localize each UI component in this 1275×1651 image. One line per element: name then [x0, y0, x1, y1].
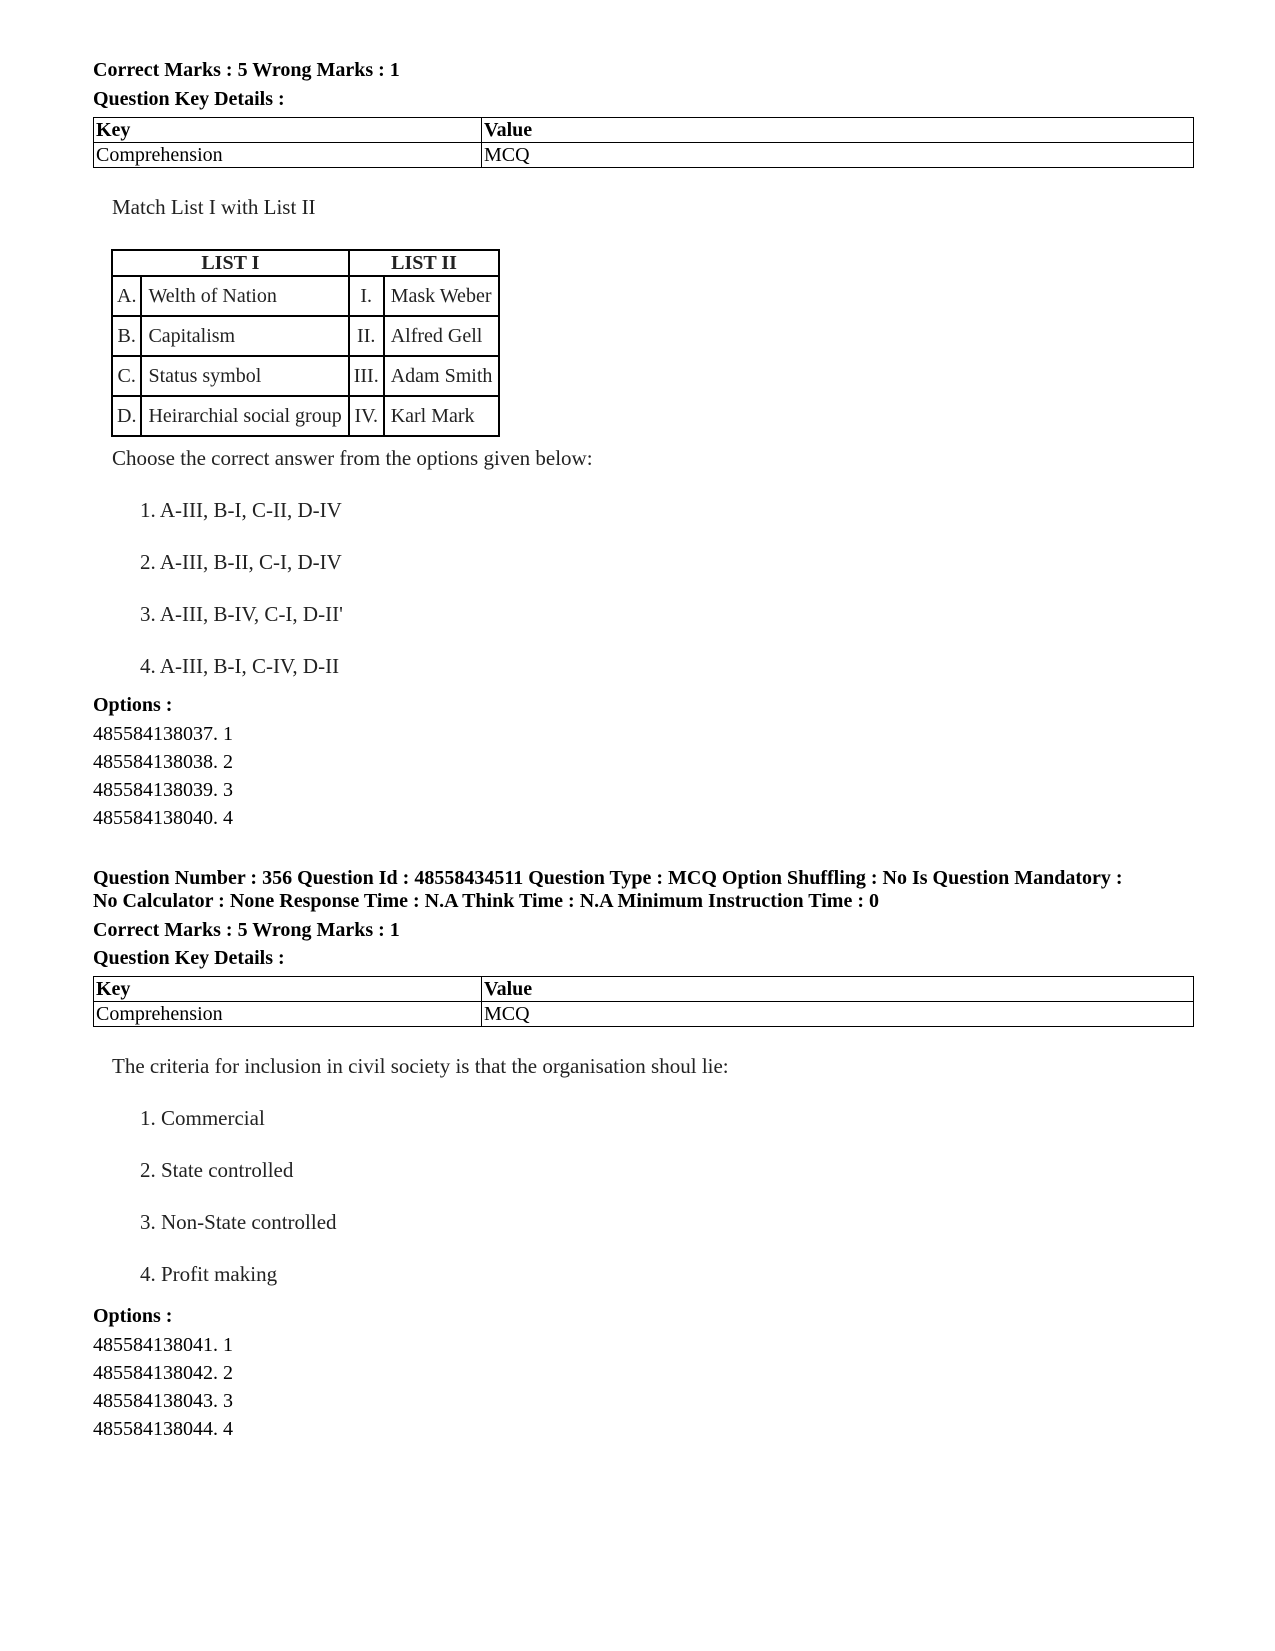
key-table-header [94, 977, 1194, 1002]
list2-item: Mask Weber [384, 276, 500, 316]
key-header: Key [94, 118, 482, 143]
key-table-row [94, 143, 1194, 168]
key-table-header [94, 118, 1194, 143]
list2-numeral: II. [349, 316, 384, 356]
list2-item: Adam Smith [384, 356, 500, 396]
q1-option: 485584138037. 1 [93, 723, 233, 745]
match-table-header [112, 250, 499, 276]
key-cell: Comprehension [94, 1002, 482, 1027]
q2-option: 485584138041. 1 [93, 1334, 233, 1356]
list1-item: Capitalism [141, 316, 348, 356]
list2-numeral: III. [349, 356, 384, 396]
q2-header-line1: Question Number : 356 Question Id : 48558434511 Question Type : MCQ Option Shuffling : No Is Question Mandatory : [93, 867, 1123, 889]
match-row [112, 276, 499, 316]
q1-key-details-label: Question Key Details : [93, 88, 285, 110]
q1-option: 485584138039. 3 [93, 779, 233, 801]
q1-key-table [93, 117, 1194, 168]
q2-choice: 4. Profit making [140, 1262, 278, 1286]
key-table-row [94, 1002, 1194, 1027]
list2-item: Alfred Gell [384, 316, 500, 356]
list2-numeral: IV. [349, 396, 384, 436]
key-cell: Comprehension [94, 143, 482, 168]
q1-choice: 3. A-III, B-IV, C-I, D-II' [140, 602, 343, 626]
value-cell: MCQ [482, 1002, 1194, 1027]
q1-option: 485584138040. 4 [93, 807, 233, 829]
list1-letter: D. [112, 396, 141, 436]
list1-header: LIST I [112, 250, 349, 276]
list1-item: Status symbol [141, 356, 348, 396]
q1-choice: 4. A-III, B-I, C-IV, D-II [140, 654, 340, 678]
q1-option: 485584138038. 2 [93, 751, 233, 773]
match-table [111, 249, 500, 437]
q2-options-label: Options : [93, 1305, 173, 1327]
q1-choice: 1. A-III, B-I, C-II, D-IV [140, 498, 342, 522]
q2-key-table [93, 976, 1194, 1027]
match-row [112, 356, 499, 396]
q2-prompt: The criteria for inclusion in civil society is that the organisation shoul lie: [112, 1054, 729, 1078]
q1-marks: Correct Marks : 5 Wrong Marks : 1 [93, 59, 400, 81]
list2-item: Karl Mark [384, 396, 500, 436]
list2-numeral: I. [349, 276, 384, 316]
value-header: Value [482, 118, 1194, 143]
q1-choice: 2. A-III, B-II, C-I, D-IV [140, 550, 342, 574]
match-row [112, 396, 499, 436]
list1-item: Welth of Nation [141, 276, 348, 316]
list2-header: LIST II [349, 250, 500, 276]
q2-option: 485584138042. 2 [93, 1362, 233, 1384]
q2-option: 485584138044. 4 [93, 1418, 233, 1440]
q2-header-line2: No Calculator : None Response Time : N.A Think Time : N.A Minimum Instruction Time : 0 [93, 890, 879, 912]
q2-choice: 2. State controlled [140, 1158, 294, 1182]
q1-instruction: Choose the correct answer from the options given below: [112, 446, 593, 470]
value-cell: MCQ [482, 143, 1194, 168]
q2-marks: Correct Marks : 5 Wrong Marks : 1 [93, 919, 400, 941]
q1-options-label: Options : [93, 694, 173, 716]
q2-choice: 1. Commercial [140, 1106, 265, 1130]
key-header: Key [94, 977, 482, 1002]
list1-letter: B. [112, 316, 141, 356]
q2-key-details-label: Question Key Details : [93, 947, 285, 969]
match-row [112, 316, 499, 356]
list1-letter: C. [112, 356, 141, 396]
q2-choice: 3. Non-State controlled [140, 1210, 337, 1234]
q1-prompt: Match List I with List II [112, 195, 316, 219]
value-header: Value [482, 977, 1194, 1002]
list1-letter: A. [112, 276, 141, 316]
list1-item: Heirarchial social group [141, 396, 348, 436]
q2-option: 485584138043. 3 [93, 1390, 233, 1412]
